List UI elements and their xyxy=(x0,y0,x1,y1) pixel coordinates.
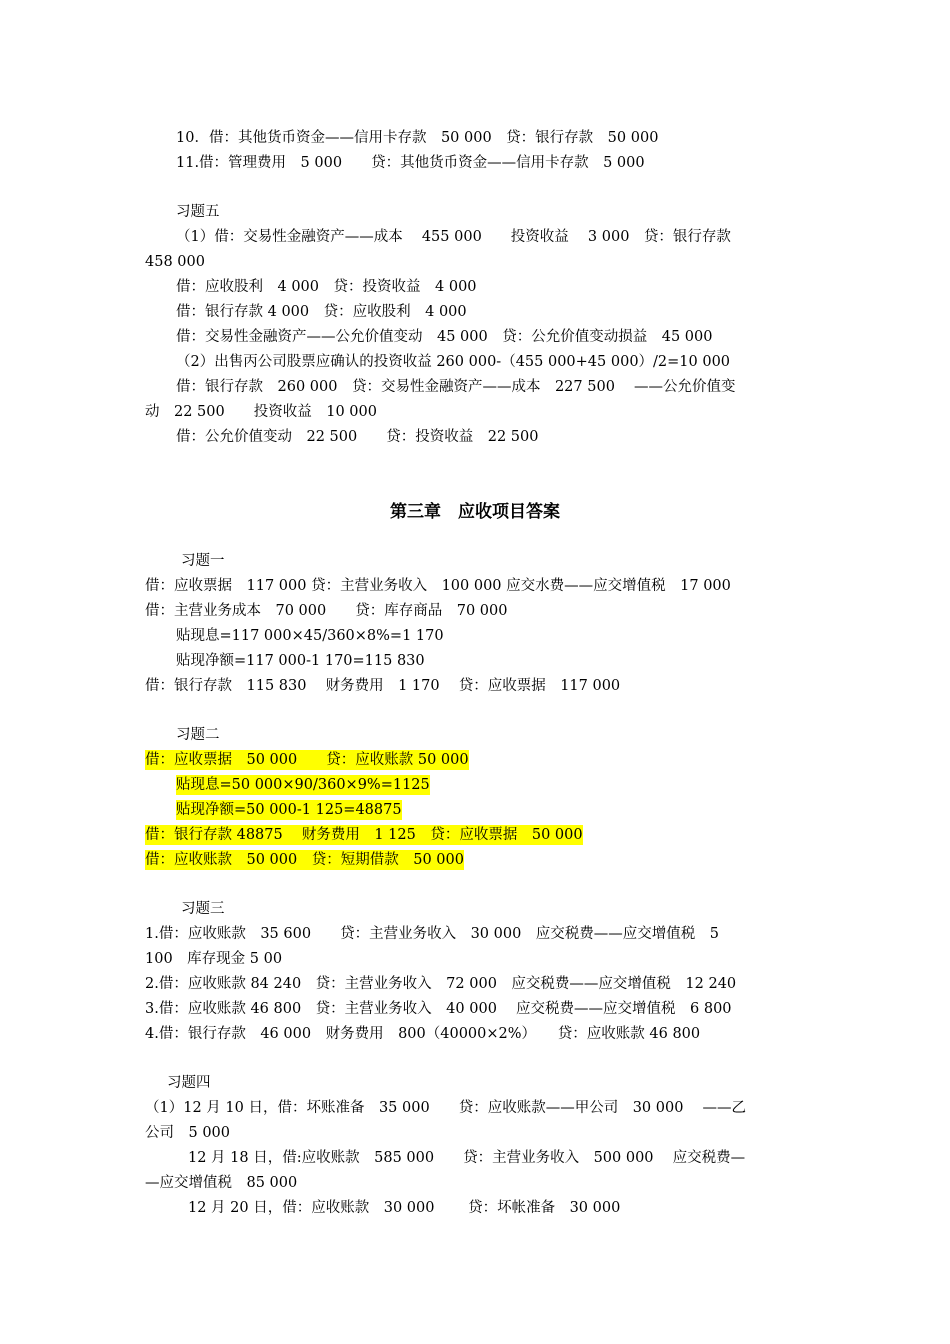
text-line: 100 库存现金 5 00 xyxy=(145,951,283,967)
text-line: 3.借：应收账款 46 800 贷：主营业务收入 40 000 应交税费——应交增值税 6 800 xyxy=(145,1001,732,1017)
highlighted-line: 借：应收票据 50 000 贷：应收账款 50 000 xyxy=(145,752,469,768)
text-line: 借：应收票据 117 000 贷：主营业务收入 100 000 应交水费——应交增值税 17 000 xyxy=(145,578,731,594)
text-line: 贴现息=117 000×45/360×8%=1 170 xyxy=(176,628,444,644)
text-line: 借：应收股利 4 000 贷：投资收益 4 000 xyxy=(176,279,477,295)
text-line: 借：主营业务成本 70 000 贷：库存商品 70 000 xyxy=(145,603,508,619)
highlighted-line: 借：应收账款 50 000 贷：短期借款 50 000 xyxy=(145,852,464,868)
text-line: 12 月 20 日，借：应收账款 30 000 贷：坏帐准备 30 000 xyxy=(188,1200,621,1216)
text-line: 借：交易性金融资产——公允价值变动 45 000 贷：公允价值变动损益 45 000 xyxy=(176,329,713,345)
highlighted-line: 借：银行存款 48875 财务费用 1 125 贷：应收票据 50 000 xyxy=(145,827,583,843)
section-heading: 习题一 xyxy=(181,553,225,569)
text-line: （1）12 月 10 日，借：坏账准备 35 000 贷：应收账款——甲公司 30 000 ——乙 xyxy=(145,1100,747,1116)
text-line: 公司 5 000 xyxy=(145,1125,231,1141)
highlighted-line: 贴现净额=50 000-1 125=48875 xyxy=(176,802,402,818)
text-line: 11.借：管理费用 5 000 贷：其他货币资金——信用卡存款 5 000 xyxy=(176,155,645,171)
section-heading: 习题二 xyxy=(176,727,220,743)
text-line: 12 月 18 日，借:应收账款 585 000 贷：主营业务收入 500 000 应交税费— xyxy=(188,1150,746,1166)
text-line: 借：公允价值变动 22 500 贷：投资收益 22 500 xyxy=(176,429,539,445)
section-heading: 习题三 xyxy=(181,901,225,917)
section-heading: 习题五 xyxy=(176,204,220,220)
text-line: 借：银行存款 4 000 贷：应收股利 4 000 xyxy=(176,304,467,320)
text-line: 1.借：应收账款 35 600 贷：主营业务收入 30 000 应交税费——应交增值税 5 xyxy=(145,926,720,942)
text-line: 458 000 xyxy=(145,254,205,270)
highlighted-line: 贴现息=50 000×90/360×9%=1125 xyxy=(176,777,430,793)
text-line: （2）出售丙公司股票应确认的投资收益 260 000-（455 000+45 000）/2=10 000 xyxy=(176,354,731,370)
text-line: 动 22 500 投资收益 10 000 xyxy=(145,404,377,420)
chapter-title: 第三章 应收项目答案 xyxy=(390,502,560,522)
text-line: （1）借：交易性金融资产——成本 455 000 投资收益 3 000 贷：银行存款 xyxy=(176,229,731,245)
section-heading: 习题四 xyxy=(167,1075,211,1091)
text-line: 贴现净额=117 000-1 170=115 830 xyxy=(176,653,425,669)
text-line: 10．借：其他货币资金——信用卡存款 50 000 贷：银行存款 50 000 xyxy=(176,130,659,146)
text-line: —应交增值税 85 000 xyxy=(145,1175,298,1191)
text-line: 2.借：应收账款 84 240 贷：主营业务收入 72 000 应交税费——应交增值税 12 240 xyxy=(145,976,737,992)
text-line: 借：银行存款 260 000 贷：交易性金融资产——成本 227 500 ——公允价值变 xyxy=(176,379,736,395)
text-line: 4.借：银行存款 46 000 财务费用 800（40000×2%） 贷：应收账款 46 800 xyxy=(145,1026,701,1042)
text-line: 借：银行存款 115 830 财务费用 1 170 贷：应收票据 117 000 xyxy=(145,678,621,694)
